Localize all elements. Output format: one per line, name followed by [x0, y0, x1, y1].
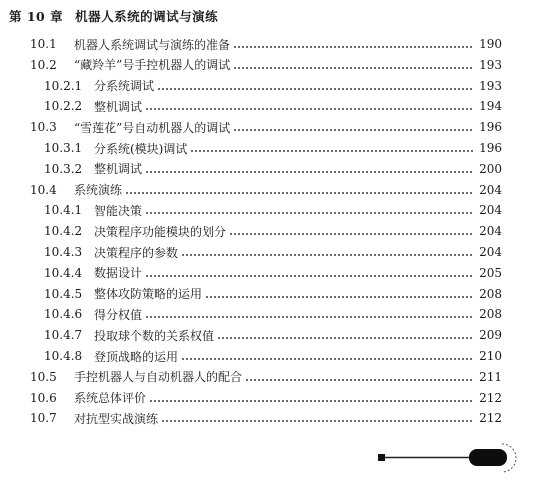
toc-entry-title: 系统演练 [74, 183, 123, 198]
dot-leader [149, 400, 473, 402]
toc-entry-page: 204 [479, 245, 502, 259]
toc-entry-number: 10.2.2 [44, 99, 83, 114]
dot-leader [145, 212, 473, 214]
dot-leader [245, 379, 473, 381]
toc-entry-title: 分系统调试 [94, 79, 155, 94]
dot-leader [125, 192, 473, 194]
toc-entry-number: 10.4 [30, 182, 57, 197]
toc-entry [30, 366, 502, 388]
toc-entry [44, 262, 502, 284]
dot-leader [145, 171, 473, 173]
toc-entry [44, 75, 502, 97]
toc-entry-title: 投取球个数的关系权值 [94, 328, 215, 343]
dot-leader [233, 129, 473, 131]
dot-leader [145, 316, 473, 318]
toc-entry [44, 324, 502, 346]
toc-entry-number: 10.4.2 [44, 224, 83, 239]
toc-entry-title: “雪莲花”号自动机器人的调试 [74, 120, 231, 135]
toc-entry [44, 137, 502, 159]
toc-entry-number: 10.3 [30, 120, 57, 135]
toc-entry-title: 手控机器人与自动机器人的配合 [74, 370, 243, 385]
toc-entry-page: 211 [479, 369, 502, 384]
dot-leader [233, 46, 473, 48]
toc-entry-number: 10.5 [30, 369, 57, 384]
toc-entry-page: 190 [479, 37, 502, 51]
dot-leader [145, 275, 473, 277]
toc-entry-page: 208 [479, 307, 502, 322]
toc-entry-page: 194 [479, 99, 502, 114]
dot-leader [145, 108, 473, 110]
toc-entry [30, 387, 502, 409]
toc-entry [44, 199, 502, 221]
toc-entry [30, 179, 502, 201]
toc-entry [44, 241, 502, 263]
toc-entry [44, 220, 502, 242]
toc-entry-title: 整体攻防策略的运用 [94, 287, 203, 302]
toc-entry-number: 10.1 [30, 37, 57, 51]
toc-entry-page: 200 [479, 161, 502, 176]
chapter-heading [9, 7, 218, 25]
toc-entry-number: 10.4.3 [44, 245, 83, 259]
toc-entry-page: 204 [479, 203, 502, 218]
toc-entry-title: 登顶战略的运用 [94, 349, 179, 364]
dot-leader [229, 233, 473, 235]
toc-entry-number: 10.3.1 [44, 141, 83, 155]
toc-entry-number: 10.4.5 [44, 286, 83, 301]
dot-leader [157, 88, 473, 90]
dot-leader [181, 254, 473, 256]
toc-entry-title: 系统总体评价 [74, 391, 147, 406]
toc-entry-title: 分系统(模块)调试 [94, 141, 188, 156]
toc-entry-number: 10.4.6 [44, 307, 83, 322]
toc-entry [44, 303, 502, 325]
toc-entry-number: 10.4.7 [44, 328, 83, 343]
toc-entry [44, 283, 502, 305]
toc-entry-number: 10.4.4 [44, 265, 83, 280]
toc-entry-number: 10.2.1 [44, 78, 83, 93]
toc-entry-page: 196 [479, 141, 502, 155]
toc-entry-page: 204 [479, 224, 502, 239]
toc-entry-title: 整机调试 [94, 99, 143, 114]
toc-entry-page: 212 [479, 390, 502, 405]
toc-entry-title: 决策程序功能模块的划分 [94, 224, 227, 239]
toc-entry-number: 10.2 [30, 57, 57, 72]
dot-leader [190, 150, 473, 152]
toc-entry-title: 得分权值 [94, 307, 143, 322]
toc-entry-title: 整机调试 [94, 162, 143, 177]
toc-entry [44, 95, 502, 117]
toc-entry-number: 10.4.8 [44, 349, 83, 363]
dot-leader [205, 296, 473, 298]
toc-entry-title: 机器人系统调试与演练的准备 [74, 37, 231, 52]
toc-entry-number: 10.7 [30, 411, 57, 426]
toc-entry-number: 10.3.2 [44, 161, 83, 176]
toc-entry-title: 数据设计 [94, 266, 143, 281]
toc-entry-page: 193 [479, 78, 502, 93]
toc-entry-page: 193 [479, 57, 502, 72]
toc-entry-title: 对抗型实战演练 [74, 411, 159, 426]
toc-entry-title: “藏羚羊”号手控机器人的调试 [74, 58, 231, 73]
dot-leader [233, 67, 473, 69]
toc-entry [30, 54, 502, 76]
toc-entry [30, 116, 502, 138]
toc-entry [30, 33, 502, 55]
toc-entry-page: 204 [479, 182, 502, 197]
dot-leader [181, 358, 473, 360]
chapter-title: 机器人系统的调试与演练 [75, 9, 219, 24]
ink-stroke-decoration [376, 440, 521, 476]
chapter-number: 第 10 章 [9, 9, 64, 24]
toc-entry-number: 10.6 [30, 390, 57, 405]
toc-entry-page: 196 [479, 120, 502, 135]
dot-leader [161, 420, 473, 422]
toc-entry [44, 345, 502, 367]
toc-entry-title: 决策程序的参数 [94, 245, 179, 260]
toc-entry-page: 210 [479, 349, 502, 363]
toc-entry-number: 10.4.1 [44, 203, 83, 218]
toc-entry-page: 205 [479, 265, 502, 280]
toc-entry-page: 208 [479, 286, 502, 301]
dot-leader [217, 337, 473, 339]
toc-entry-title: 智能决策 [94, 203, 143, 218]
toc-entry [30, 407, 502, 429]
toc-entry-page: 209 [479, 328, 502, 343]
toc-entry [44, 158, 502, 180]
toc-entry-page: 212 [479, 411, 502, 426]
